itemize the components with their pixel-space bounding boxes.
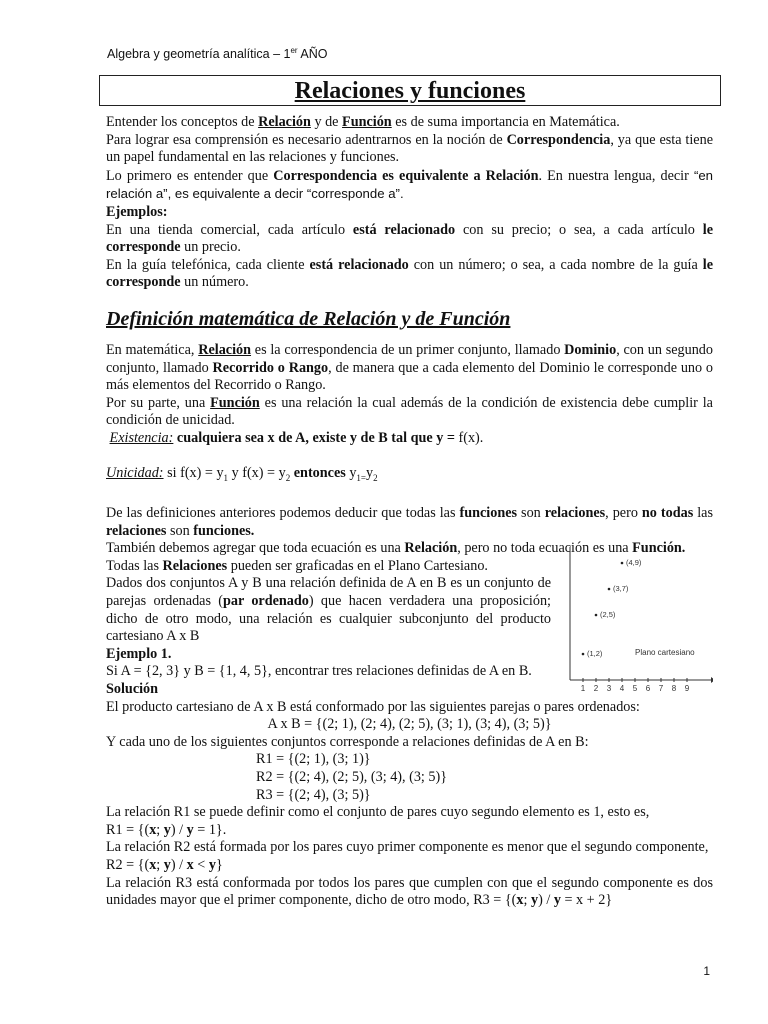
relation-r2: R2 = {(2; 4), (2; 5), (3; 4), (3; 5)} bbox=[256, 769, 448, 786]
ejemplo1-text: Si A = {2, 3} y B = {1, 4, 5}, encontrar tres relaciones definidas de A en B. bbox=[106, 663, 532, 680]
x-tick-label: 3 bbox=[606, 684, 612, 693]
data-point-label: (3,7) bbox=[613, 584, 629, 593]
title-box bbox=[99, 75, 721, 106]
cartesian-product: A x B = {(2; 1), (2; 4), (2; 5), (3; 1), (3; 4), (3; 5)} bbox=[267, 716, 552, 733]
r1-set-builder: R1 = {(x; y) / y = 1}. bbox=[106, 821, 227, 838]
solucion-text-2: Y cada uno de los siguientes conjuntos corresponde a relaciones definidas de A en B: bbox=[106, 733, 589, 750]
ejemplo-guia: En la guía telefónica, cada cliente está relacionado con un número; o sea, a cada nombre de la guía le corresponde un número. bbox=[106, 256, 714, 291]
section-heading: Definición matemática de Relación y de Función bbox=[106, 307, 511, 330]
funcion-definition: Por su parte, una Función es una relación la cual además de la condición de existencia debe cumplir la condición de unicidad. bbox=[106, 394, 713, 429]
r2-set-builder: R2 = {(x; y) / x < y} bbox=[106, 856, 223, 873]
data-point bbox=[595, 614, 598, 617]
chart-annotation: Plano cartesiano bbox=[635, 648, 695, 657]
x-tick-label: 2 bbox=[593, 684, 599, 693]
x-tick-label: 6 bbox=[645, 684, 651, 693]
relation-r3: R3 = {(2; 4), (3; 5)} bbox=[256, 786, 371, 803]
data-point-label: (1,2) bbox=[587, 649, 603, 658]
x-tick-label: 4 bbox=[619, 684, 625, 693]
left-column bbox=[106, 558, 551, 681]
data-point bbox=[608, 588, 611, 591]
x-tick-label: 7 bbox=[658, 684, 664, 693]
existencia-line: Existencia: cualquiera sea x de A, existe y de B tal que y = f(x). bbox=[109, 429, 484, 446]
data-point-label: (4,9) bbox=[626, 558, 642, 567]
data-point bbox=[621, 562, 624, 565]
solucion-heading: Solución bbox=[106, 681, 159, 698]
ejemplo-tienda: En una tienda comercial, cada artículo está relacionado con su precio; o sea, a cada artículo le corresponde un precio. bbox=[106, 221, 714, 256]
document-body bbox=[106, 114, 713, 910]
r2-description: La relación R2 está formada por los pares cuyo primer componente es menor que el segundo componente, bbox=[106, 839, 709, 856]
r3-description: La relación R3 está conformada por todos los pares que cumplen con que el segundo componente es dos unidades mayor que el primer componente, dicho de otro modo, R3 = {(x; y) / y = x + 2} bbox=[106, 874, 713, 909]
course-header: Algebra y geometría analítica – 1er AÑO bbox=[107, 46, 328, 62]
ejemplo1-heading: Ejemplo 1. bbox=[106, 645, 172, 662]
relation-r1: R1 = {(2; 1), (3; 1)} bbox=[256, 751, 371, 768]
solucion-text-1: El producto cartesiano de A x B está conformado por las siguientes parejas o pares ordenados: bbox=[106, 698, 640, 715]
unicidad-line: Unicidad: si $f(x) = y_1$ y $f(x) = y_2$ entonces $y_{1=}y_2$ bbox=[106, 465, 378, 483]
intro-paragraph: Entender los conceptos de Relación y de Función es de suma importancia en Matemática. Para lograr esa comprensión es necesario adentrarnos en la noción de Correspondencia, ya que esta tiene un papel fundamental en las relaciones y funciones. Lo primero es entender que Correspondencia es equivalente a Relación. En nuestra lengua, decir “en relación a”, es equivalente a decir “corresponde a”. bbox=[106, 114, 713, 202]
data-point-label: (2,5) bbox=[600, 610, 616, 619]
x-tick-label: 5 bbox=[632, 684, 638, 693]
ecuacion-paragraph: También debemos agregar que toda ecuación es una Relación, pero no toda ecuación es una Función. bbox=[106, 540, 686, 557]
conjuntos-paragraph: Dados dos conjuntos A y B una relación definida de A en B es un conjunto de parejas ordenadas (par ordenado) que hacen verdadera una proposición; dicho de otro modo, una relación es cualquier subconjunto del producto cartesiano A x B bbox=[106, 575, 551, 645]
cartesian-plane-chart bbox=[563, 545, 713, 695]
x-tick-label: 8 bbox=[671, 684, 677, 693]
x-tick-label: 9 bbox=[684, 684, 690, 693]
ejemplos-heading: Ejemplos: bbox=[106, 203, 168, 220]
x-tick-label: 1 bbox=[580, 684, 586, 693]
deduction-paragraph: De las definiciones anteriores podemos deducir que todas las funciones son relaciones, pero no todas las relaciones son funciones. bbox=[106, 505, 713, 539]
r1-description: La relación R1 se puede definir como el conjunto de pares cuyo segundo elemento es 1, esto es, bbox=[106, 804, 650, 821]
x-axis-arrow bbox=[711, 677, 713, 683]
relacion-definition: En matemática, Relación es la correspondencia de un primer conjunto, llamado Dominio, con un segundo conjunto, llamado Recorrido o Rango, de manera que a cada elemento del Dominio le corresponde uno o más elementos del Recorrido o Rango. bbox=[106, 341, 714, 394]
graficadas-paragraph: Todas las Relaciones pueden ser graficadas en el Plano Cartesiano. bbox=[106, 557, 488, 574]
data-point bbox=[582, 653, 585, 656]
page-title: Relaciones y funciones bbox=[294, 78, 526, 104]
page-number: 1 bbox=[703, 964, 710, 978]
